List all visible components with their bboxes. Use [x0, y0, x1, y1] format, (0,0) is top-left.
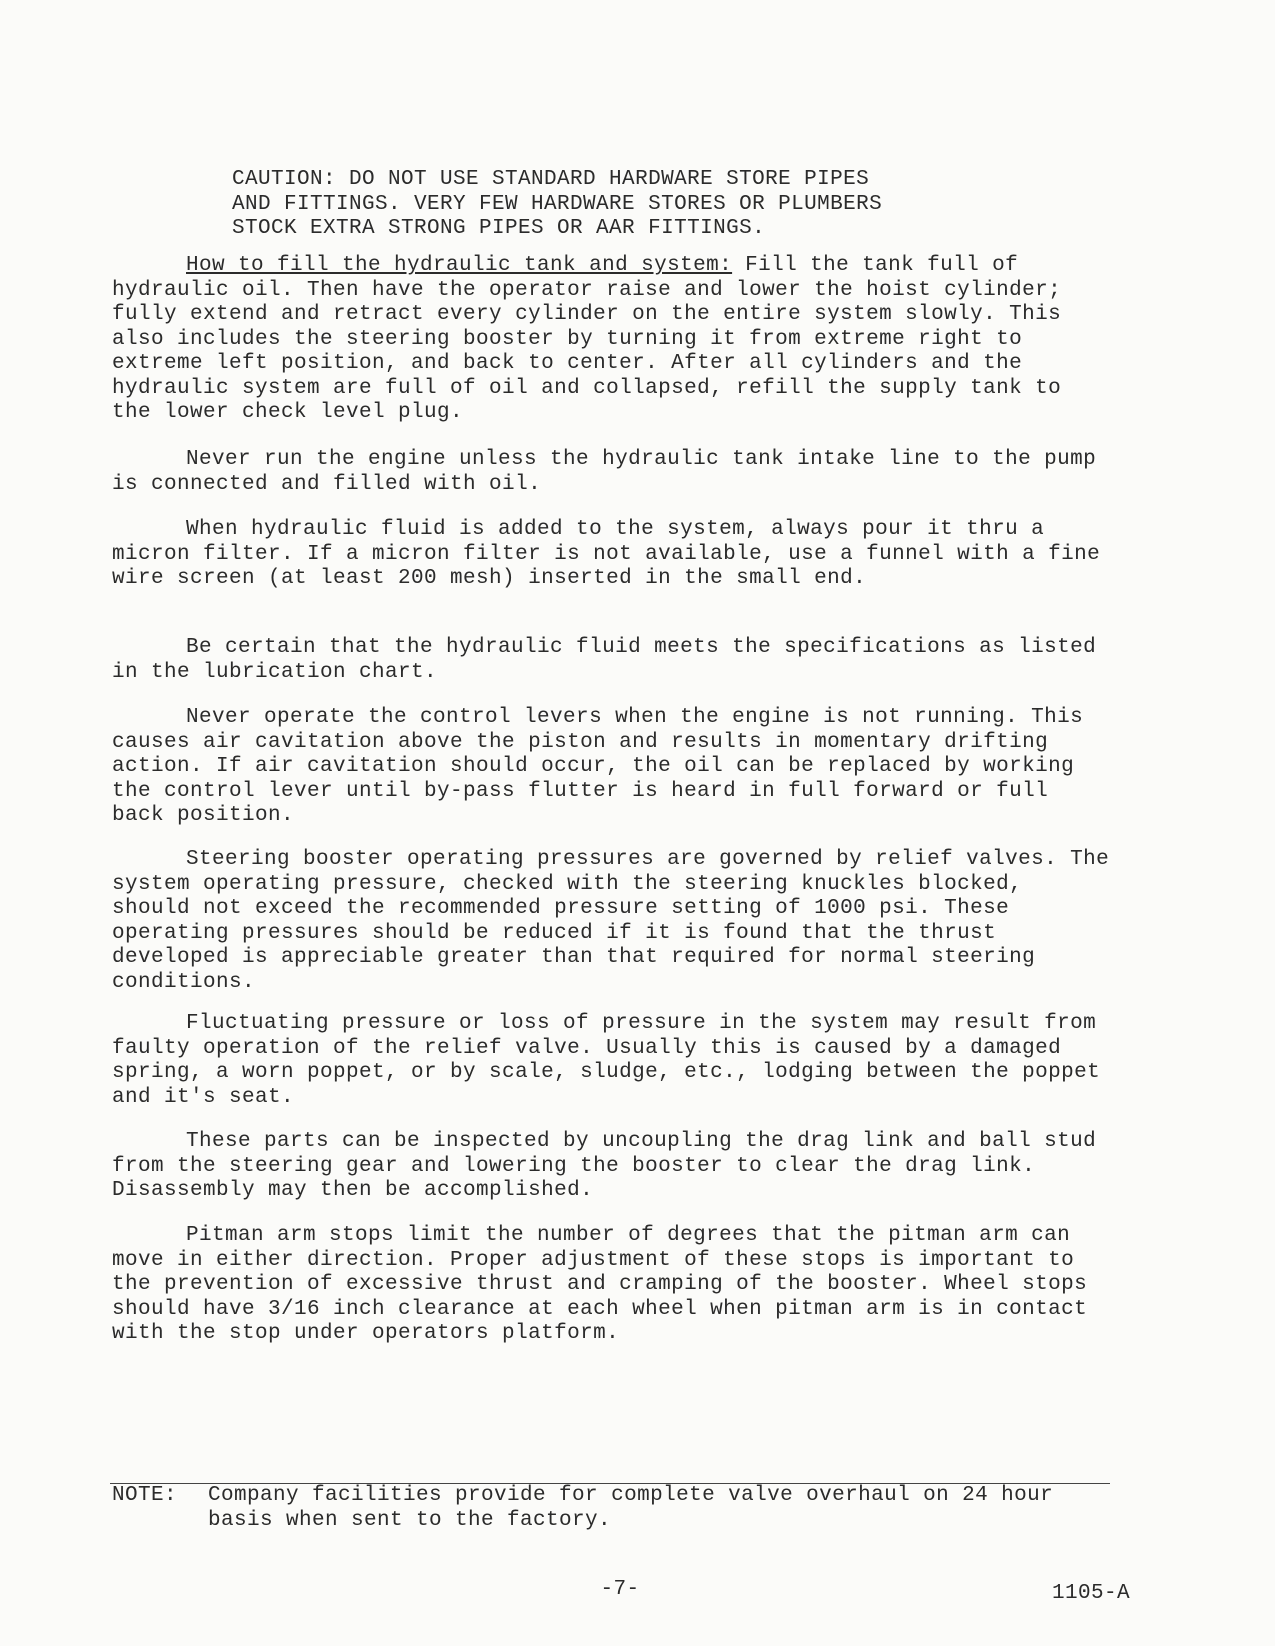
note-label: NOTE:	[112, 1484, 178, 1507]
paragraph-text: Fill the tank full of hydraulic oil. Then have the operator raise and lower the hoist cylinder; fully extend and retract every cylinder on the entire system slowly. This also includes the steering booster by turning it from extreme right to extreme left position, and back to center. After all cylinders and the hydraulic system are full of oil and collapsed, refill the supply tank to the lower check level plug.	[112, 254, 1062, 424]
paragraph-fluctuating-pressure: Fluctuating pressure or loss of pressure in the system may result from faulty operation of the relief valve. Usually this is caused by a damaged spring, a worn poppet, or by scale, sludge, etc., lodging between the poppet and it's seat.	[112, 1012, 1101, 1109]
note-block	[112, 1484, 1112, 1533]
paragraph-control-levers: Never operate the control levers when the engine is not running. This causes air cavitation above the piston and results in momentary drifting action. If air cavitation should occur, the oil can be replaced by working the control lever until by-pass flutter is heard in full forward or full back position.	[112, 706, 1084, 827]
paragraph-inspection: These parts can be inspected by uncoupling the drag link and ball stud from the steering gear and lowering the booster to clear the drag link. Disassembly may then be accomplished.	[112, 1130, 1097, 1202]
paragraph-fluid-specifications: Be certain that the hydraulic fluid meets the specifications as listed in the lubrication chart.	[112, 636, 1097, 684]
document-code: 1105-A	[1051, 1582, 1130, 1605]
caution-notice: CAUTION: DO NOT USE STANDARD HARDWARE STORE PIPES AND FITTINGS. VERY FEW HARDWARE STORES OR PLUMBERS STOCK EXTRA STRONG PIPES OR AAR FITTINGS.	[232, 168, 883, 240]
paragraph-steering-booster-pressures: Steering booster operating pressures are governed by relief valves. The system operating pressure, checked with the steering knuckles blocked, should not exceed the recommended pressure setting of 1000 psi. These operating pressures should be reduced if it is found that the thrust developed is appreciable greater than that required for normal steering conditions.	[112, 848, 1110, 994]
paragraph-micron-filter: When hydraulic fluid is added to the system, always pour it thru a micron filter. If a micron filter is not available, use a funnel with a fine wire screen (at least 200 mesh) inserted in the small end.	[112, 518, 1101, 590]
paragraph-heading: How to fill the hydraulic tank and system:	[186, 254, 733, 277]
page-number: -7-	[600, 1578, 640, 1601]
paragraph-pitman-arm-stops: Pitman arm stops limit the number of degrees that the pitman arm can move in either direction. Proper adjustment of these stops is important to the prevention of excessive thrust and cramping of the booster. Wheel stops should have 3/16 inch clearance at each wheel when pitman arm is in contact with the stop under operators platform.	[112, 1224, 1088, 1345]
note-text: Company facilities provide for complete valve overhaul on 24 hour basis when sent to the factory.	[208, 1484, 1054, 1532]
paragraph-fill-hydraulic-tank	[112, 254, 1112, 426]
paragraph-engine-warning: Never run the engine unless the hydraulic tank intake line to the pump is connected and filled with oil.	[112, 448, 1097, 496]
